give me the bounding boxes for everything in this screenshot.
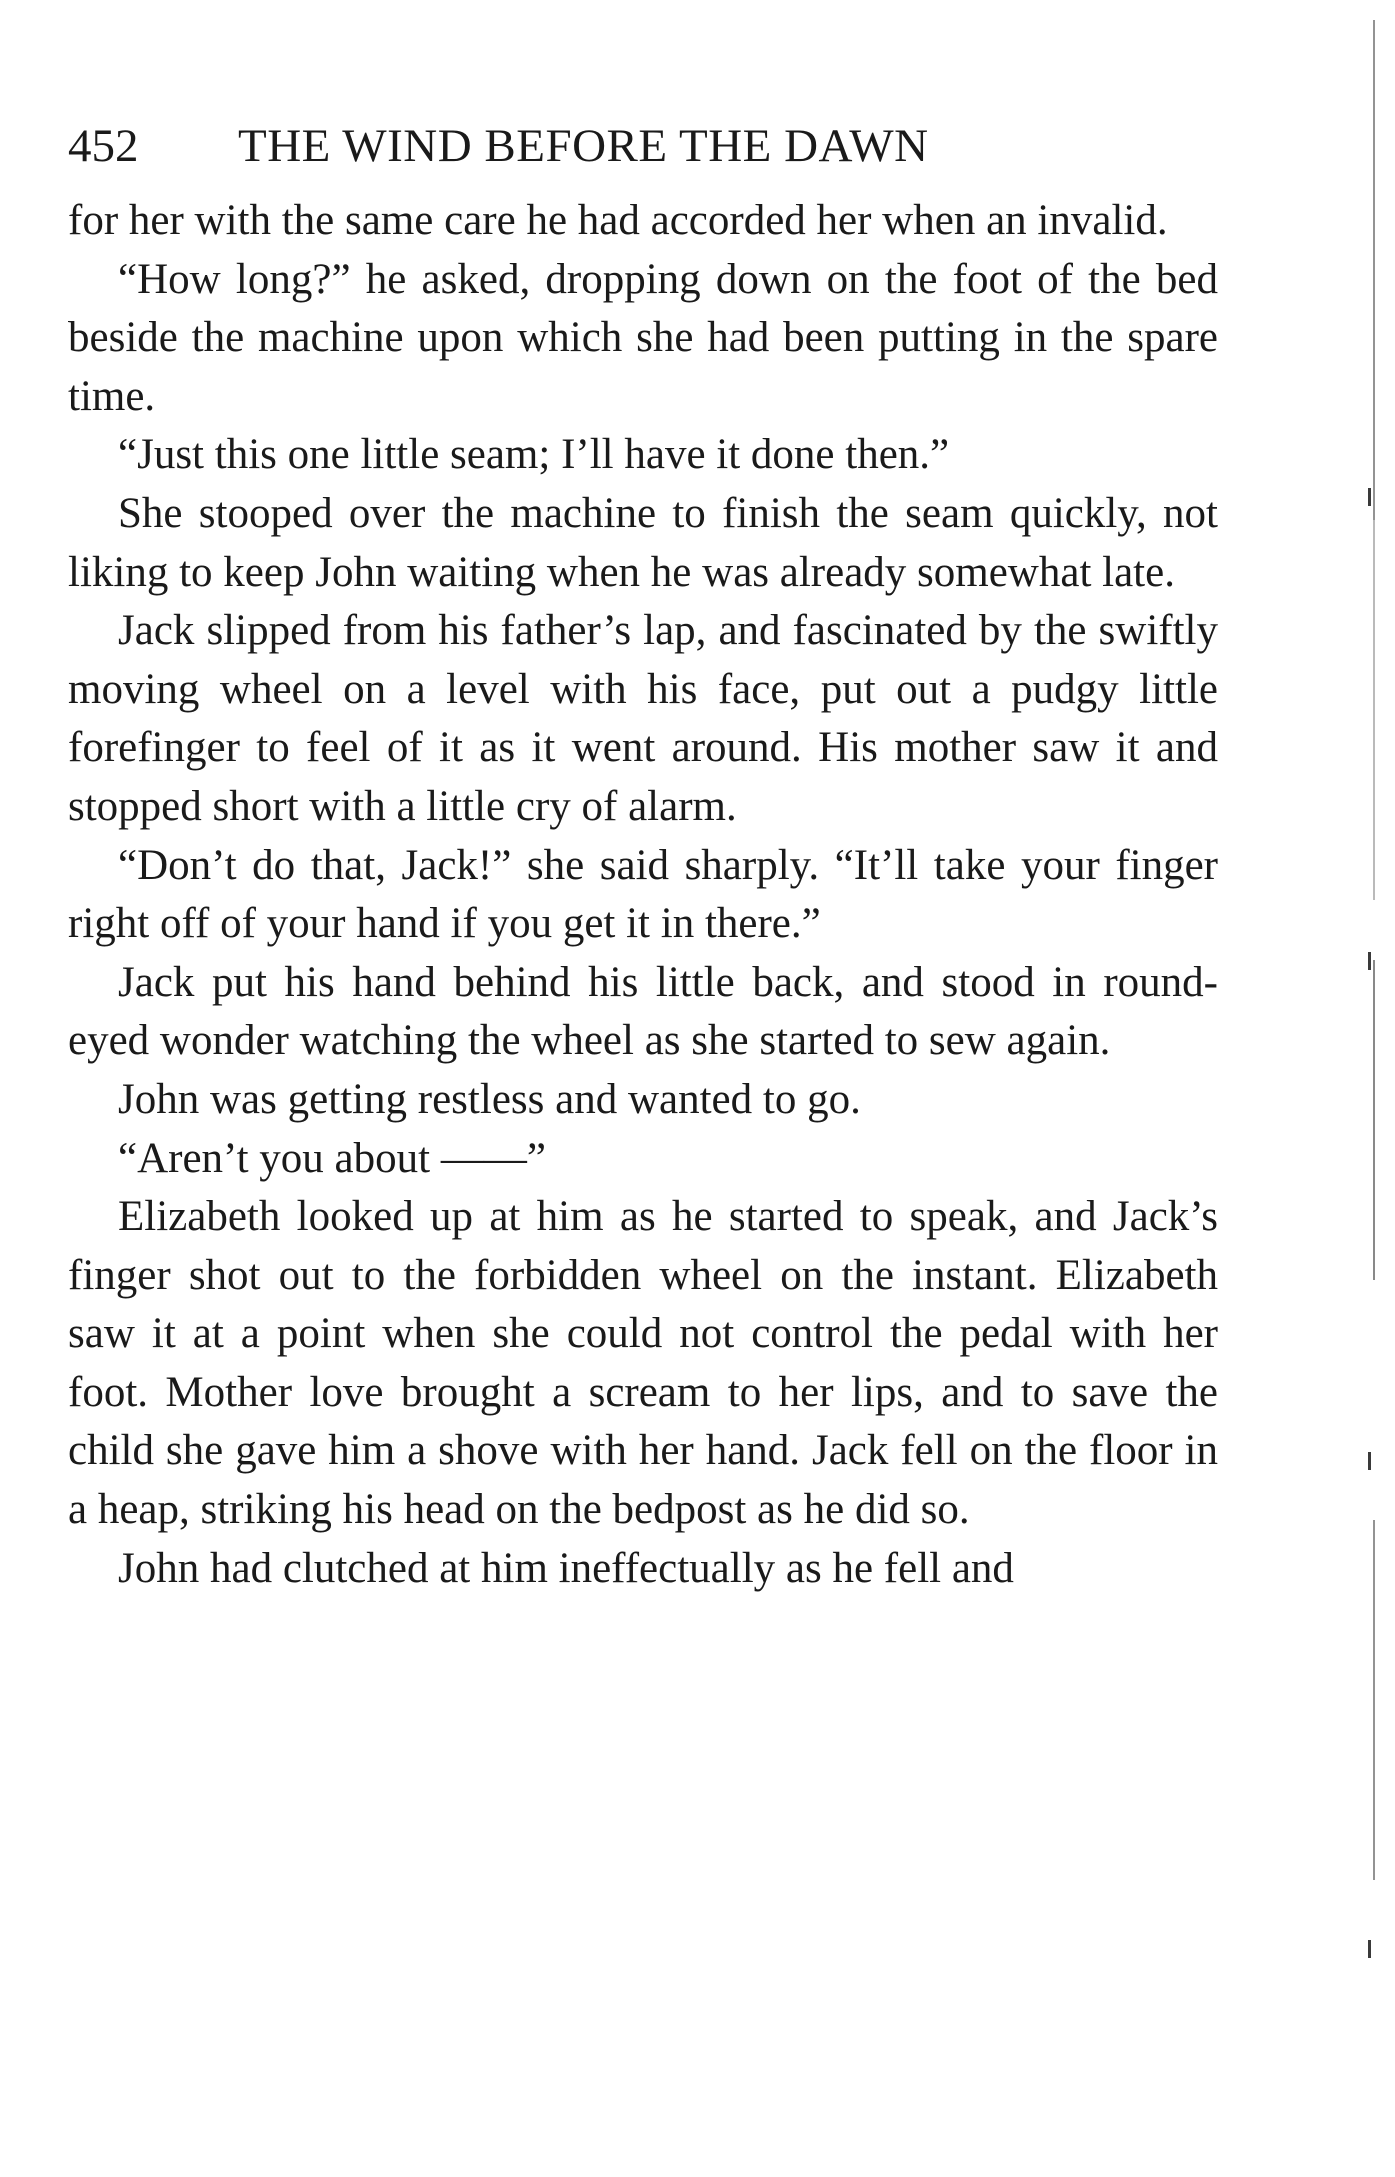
paragraph-8: John was getting restless and wanted to go. [118, 1075, 861, 1123]
paragraph-4: She stooped over the machine to finish the seam quickly, not liking to keep John waiting when he was already somewhat late. [68, 489, 1218, 596]
paragraph-1: for her with the same care he had accorded her when an invalid. [68, 197, 1168, 244]
page-edge-mark [1368, 1452, 1371, 1470]
running-title: THE WIND BEFORE THE DAWN [238, 120, 929, 172]
page-edge-line [1373, 520, 1375, 900]
page-number: 452 [68, 120, 139, 172]
body-text [68, 192, 1218, 1598]
paragraph-7: Jack put his hand behind his little back, and stood in round-eyed wonder watching the wheel as she started to sew again. [68, 958, 1218, 1065]
page-edge-mark [1368, 488, 1371, 506]
paragraph-3: “Just this one little seam; I’ll have it done then.” [118, 431, 950, 479]
page-edge-mark [1368, 1940, 1371, 1958]
page-edge-mark [1368, 952, 1371, 970]
page-edge-line [1373, 960, 1375, 1280]
paragraph-5: Jack slipped from his father’s lap, and fascinated by the swiftly moving wheel on a level with his face, put out a pudgy little forefinger to feel of it as it went around. His mother saw it and stopped short with a little cry of alarm. [68, 607, 1218, 830]
paragraph-9: “Aren’t you about ——” [118, 1134, 546, 1182]
paragraph-2: “How long?” he asked, dropping down on the foot of the bed beside the machine upon which she had been putting in the spare time. [68, 255, 1218, 420]
page-header [68, 106, 1218, 186]
paragraph-11: John had clutched at him ineffectually as he fell and [118, 1544, 1014, 1592]
page-edge-line [1373, 1520, 1375, 1880]
paragraph-6: “Don’t do that, Jack!” she said sharply. “It’ll take your finger right off of your hand if you get it in there.” [68, 841, 1218, 948]
page-edge-line [1373, 20, 1375, 520]
paragraph-10: Elizabeth looked up at him as he started to speak, and Jack’s finger shot out to the forbidden wheel on the instant. Elizabeth saw it at a point when she could not control the pedal with her foot. Mother love brought a scream to her lips, and to save the child she gave him a shove with her hand. Jack fell on the floor in a heap, striking his head on the bedpost as he did so. [68, 1193, 1218, 1534]
